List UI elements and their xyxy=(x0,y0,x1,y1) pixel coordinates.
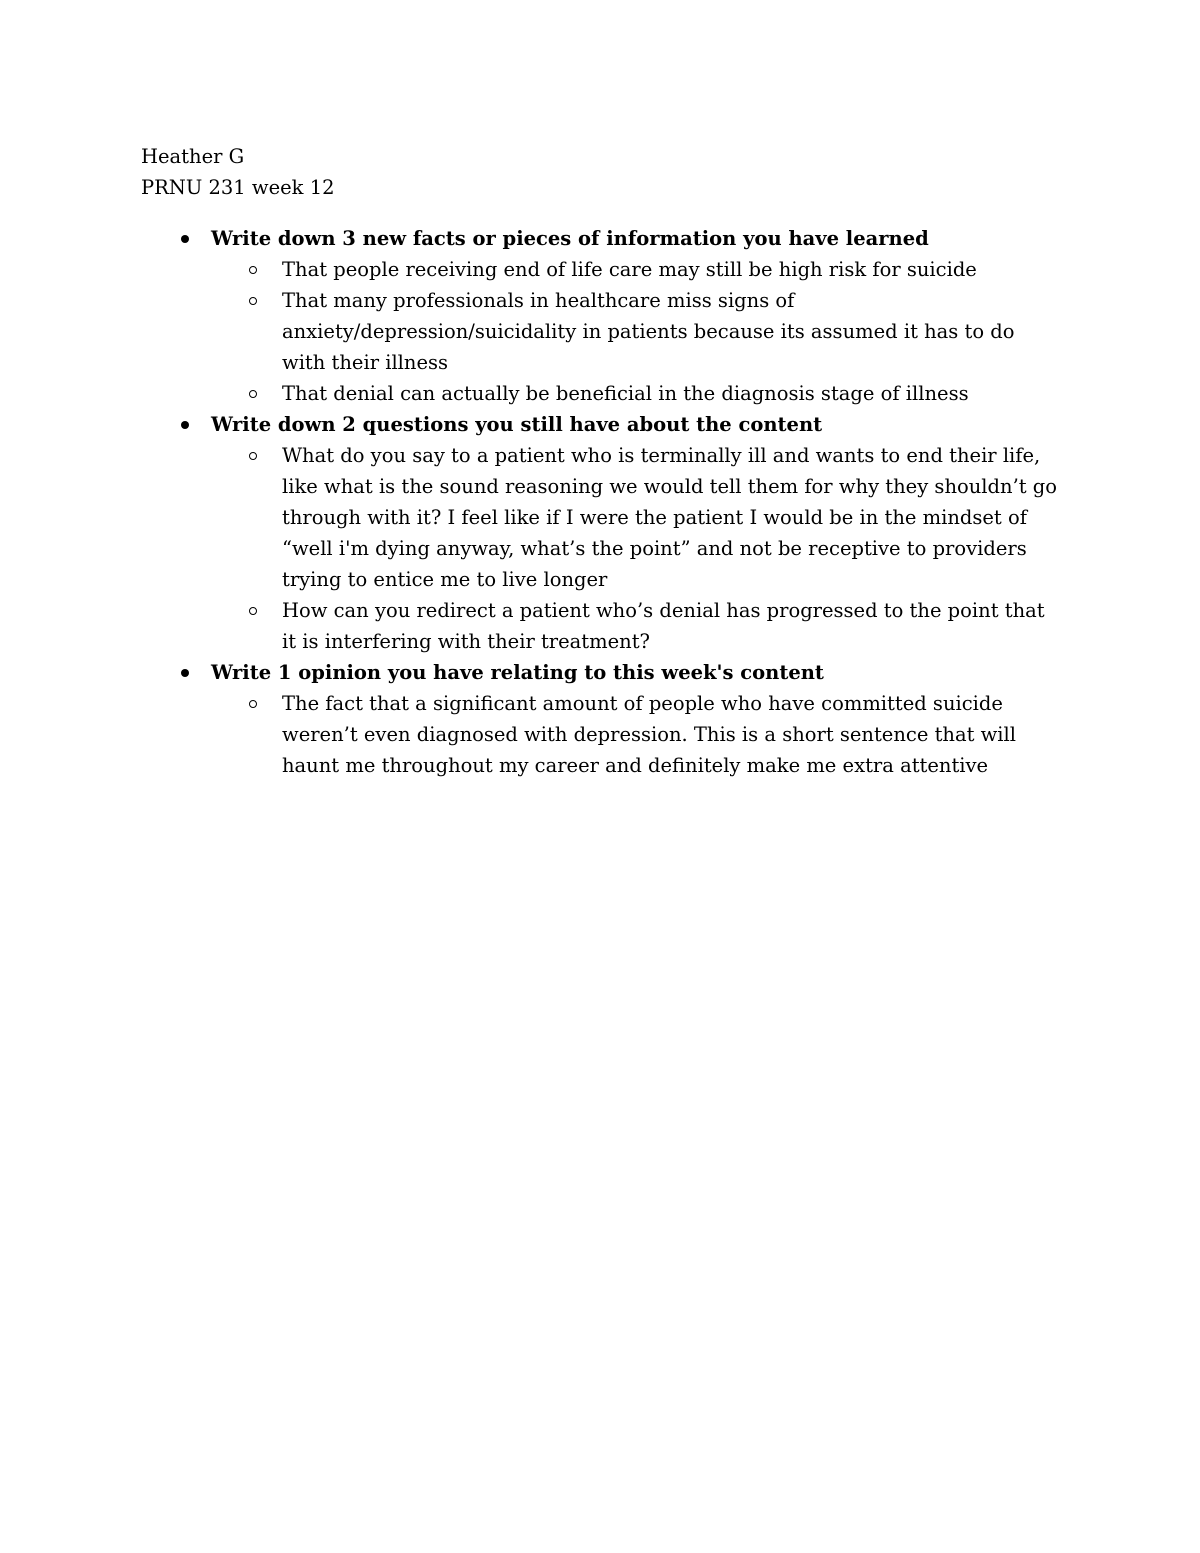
bullet-circle-icon xyxy=(249,266,257,274)
questions-list xyxy=(0,440,1200,657)
bullet-circle-icon xyxy=(249,297,257,305)
course-title: PRNU 231 week 12 xyxy=(141,176,335,199)
author-name: Heather G xyxy=(141,145,245,168)
section-heading: Write down 2 questions you still have about the content xyxy=(211,413,823,436)
list-item xyxy=(282,378,1062,409)
section-facts xyxy=(0,223,1200,409)
bullet-dot-icon xyxy=(181,669,189,677)
list-item-text: How can you redirect a patient who’s denial has progressed to the point that it is interfering with their treatment? xyxy=(282,599,1045,653)
bullet-dot-icon xyxy=(181,421,189,429)
bullet-circle-icon xyxy=(249,390,257,398)
list-item xyxy=(282,254,1062,285)
list-item-text: That denial can actually be beneficial in the diagnosis stage of illness xyxy=(282,382,969,405)
bullet-circle-icon xyxy=(249,607,257,615)
bullet-circle-icon xyxy=(249,700,257,708)
list-item xyxy=(282,595,1062,657)
bullet-circle-icon xyxy=(249,452,257,460)
list-item-text: The fact that a significant amount of people who have committed suicide weren’t even diagnosed with depression. This is a short sentence that will haunt me throughout my career and definitely make me extra attentive xyxy=(282,692,1017,777)
list-item-text: What do you say to a patient who is terminally ill and wants to end their life, like what is the sound reasoning we would tell them for why they shouldn’t go through with it? I feel like if I were the patient I would be in the mindset of “well i'm dying anyway, what’s the point” and not be receptive to providers trying to entice me to live longer xyxy=(282,444,1058,591)
list-item-text: That people receiving end of life care may still be high risk for suicide xyxy=(282,258,977,281)
bullet-dot-icon xyxy=(181,235,189,243)
list-item xyxy=(282,688,1062,781)
opinion-list xyxy=(0,688,1200,781)
section-heading: Write 1 opinion you have relating to this week's content xyxy=(211,661,824,684)
section-questions xyxy=(0,409,1200,657)
list-item-text: That many professionals in healthcare miss signs of anxiety/depression/suicidality in patients because its assumed it has to do with their illness xyxy=(282,289,1015,374)
section-opinion xyxy=(0,657,1200,781)
list-item xyxy=(282,440,1062,595)
section-heading: Write down 3 new facts or pieces of information you have learned xyxy=(211,227,929,250)
list-item xyxy=(282,285,1062,378)
facts-list xyxy=(0,254,1200,409)
assignment-outline xyxy=(0,223,1200,781)
